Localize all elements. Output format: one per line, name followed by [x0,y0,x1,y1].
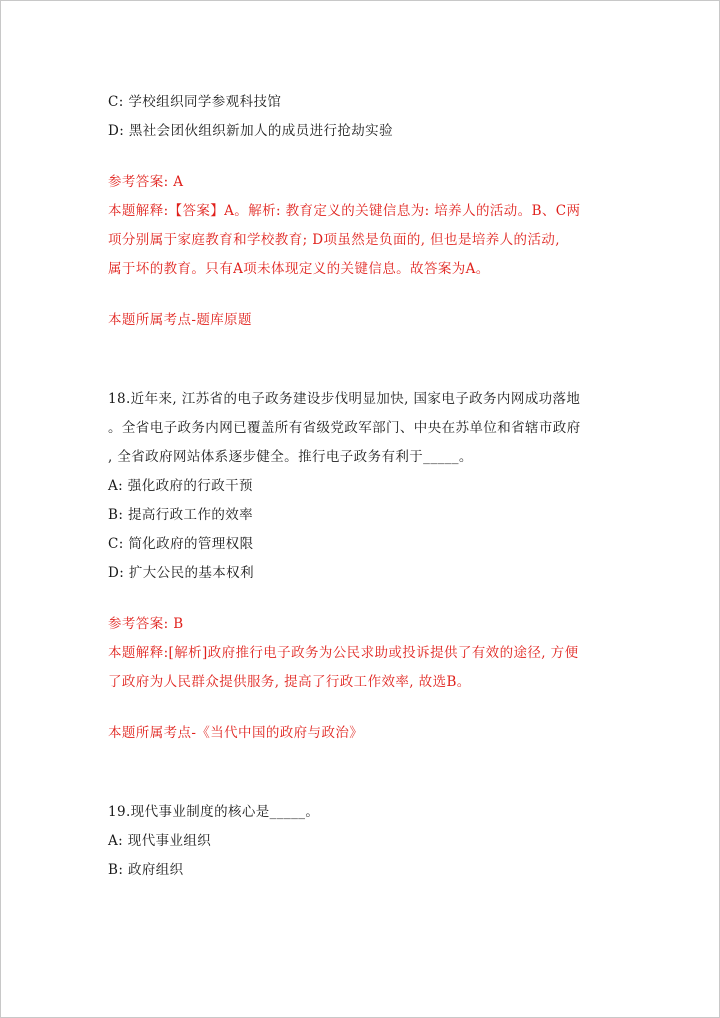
option-c: C: 学校组织同学参观科技馆 [108,94,282,110]
explanation-line: 了政府为人民群众提供服务, 提高了行政工作效率, 故选B。 [108,674,471,690]
question-stem: 18.近年来, 江苏省的电子政务建设步伐明显加快, 国家电子政务内网成功落地 [108,391,581,407]
option-a: A: 现代事业组织 [108,833,212,849]
explanation-line: 属于坏的教育。只有A项未体现定义的关键信息。故答案为A。 [108,261,490,277]
question-stem: 19.现代事业制度的核心是_____。 [108,804,320,820]
explanation-line: 项分别属于家庭教育和学校教育; D项虽然是负面的, 但也是培养人的活动, [108,232,560,248]
topic-line: 本题所属考点-《当代中国的政府与政治》 [108,725,364,741]
option-b: B: 提高行政工作的效率 [108,507,254,523]
answer-line: 参考答案: B [108,616,184,632]
question-18 [108,385,613,748]
document-body [108,88,613,885]
explanation-line: 本题解释:【答案】A。解析: 教育定义的关键信息为: 培养人的活动。B、C两 [108,203,581,219]
option-c: C: 简化政府的管理权限 [108,536,254,552]
question-stem: , 全省政府网站体系逐步健全。推行电子政务有利于_____。 [108,449,473,465]
answer-line: 参考答案: A [108,174,184,190]
question-19 [108,798,613,885]
option-d: D: 扩大公民的基本权利 [108,565,254,581]
option-a: A: 强化政府的行政干预 [108,478,253,494]
topic-line: 本题所属考点-题库原题 [108,312,252,328]
option-d: D: 黑社会团伙组织新加人的成员进行抢劫实验 [108,123,393,139]
question-stem: 。全省电子政务内网已覆盖所有省级党政军部门、中央在苏单位和省辖市政府 [108,420,581,436]
option-b: B: 政府组织 [108,862,184,878]
question-17 [108,88,613,335]
explanation-line: 本题解释:[解析]政府推行电子政务为公民求助或投诉提供了有效的途径, 方便 [108,645,579,661]
